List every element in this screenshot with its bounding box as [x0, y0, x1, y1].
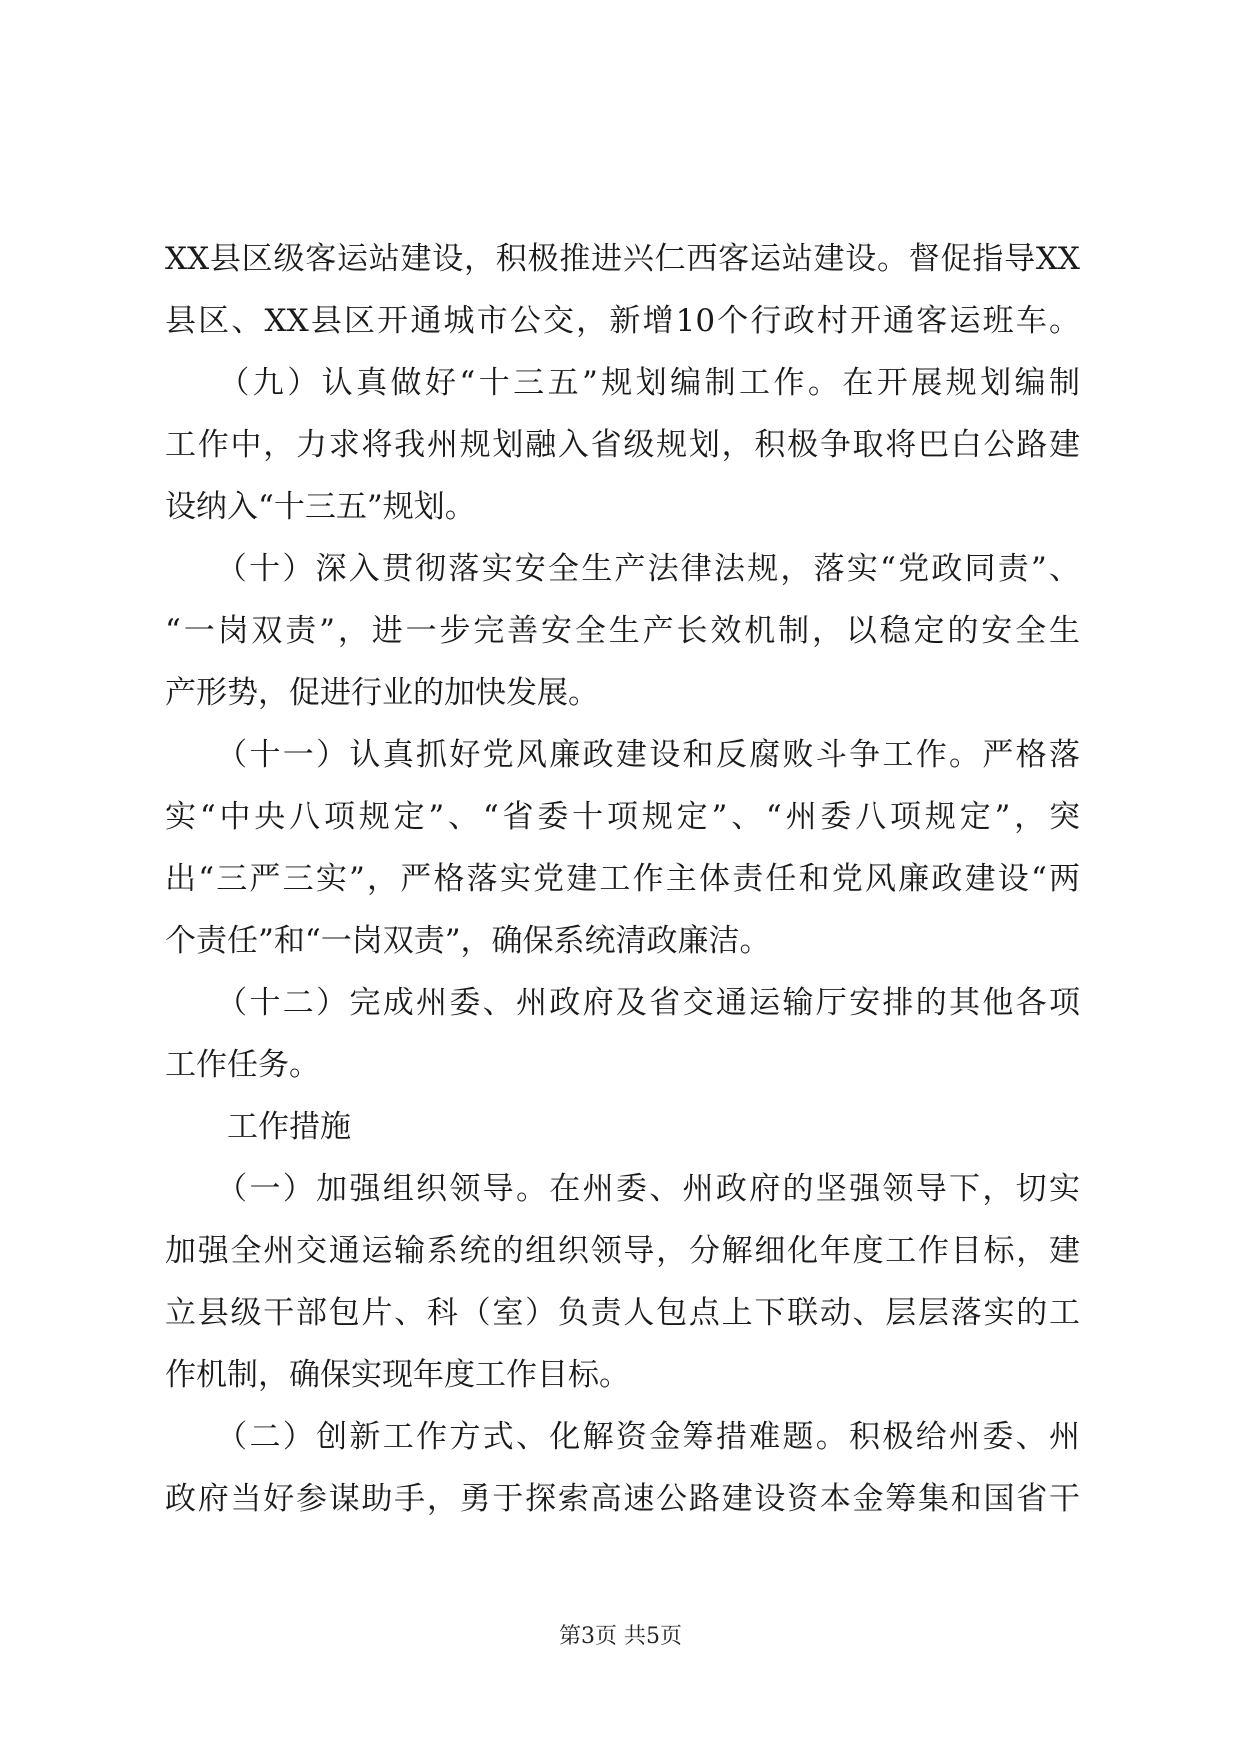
text-line: （九）认真做好“十三五”规划编制工作。在开展规划编制: [165, 365, 1080, 401]
text-line: 工作任务。: [165, 1047, 320, 1083]
text-line: （十二）完成州委、州政府及省交通运输厅安排的其他各项: [165, 985, 1080, 1021]
text-line: “一岗双责”，进一步完善安全生产长效机制，以稳定的安全生: [165, 613, 1080, 649]
page-number-label: 第3页 共5页: [559, 1624, 682, 1649]
text-line: 县区、XX县区开通城市公交，新增10个行政村开通客运班车。: [165, 303, 1080, 339]
text-line: 工作中，力求将我州规划融入省级规划，积极争取将巴白公路建: [165, 427, 1080, 463]
text-line: 实“中央八项规定”、“省委十项规定”、“州委八项规定”，突: [165, 799, 1080, 835]
text-line: 出“三严三实”，严格落实党建工作主体责任和党风廉政建设“两: [165, 861, 1080, 897]
text-line: 作机制，确保实现年度工作目标。: [165, 1357, 630, 1393]
document-body: [165, 228, 1080, 1530]
text-line: （十）深入贯彻落实安全生产法律法规，落实“党政同责”、: [165, 551, 1080, 587]
text-line: XX县区级客运站建设，积极推进兴仁西客运站建设。督促指导XX: [165, 241, 1080, 277]
text-line: 设纳入“十三五”规划。: [165, 489, 476, 525]
text-line: （二）创新工作方式、化解资金筹措难题。积极给州委、州: [165, 1419, 1080, 1455]
text-line: （十一）认真抓好党风廉政建设和反腐败斗争工作。严格落: [165, 737, 1080, 773]
page-footer: [0, 1622, 1241, 1652]
text-line: （一）加强组织领导。在州委、州政府的坚强领导下，切实: [165, 1171, 1080, 1207]
text-line: 产形势，促进行业的加快发展。: [165, 675, 599, 711]
section-heading: 工作措施: [165, 1109, 351, 1145]
text-line: 加强全州交通运输系统的组织领导，分解细化年度工作目标，建: [165, 1233, 1080, 1269]
text-line: 立县级干部包片、科（室）负责人包点上下联动、层层落实的工: [165, 1295, 1080, 1331]
text-line: 个责任”和“一岗双责”，确保系统清政廉洁。: [165, 923, 771, 959]
text-line: 政府当好参谋助手，勇于探索高速公路建设资本金筹集和国省干: [165, 1481, 1080, 1517]
